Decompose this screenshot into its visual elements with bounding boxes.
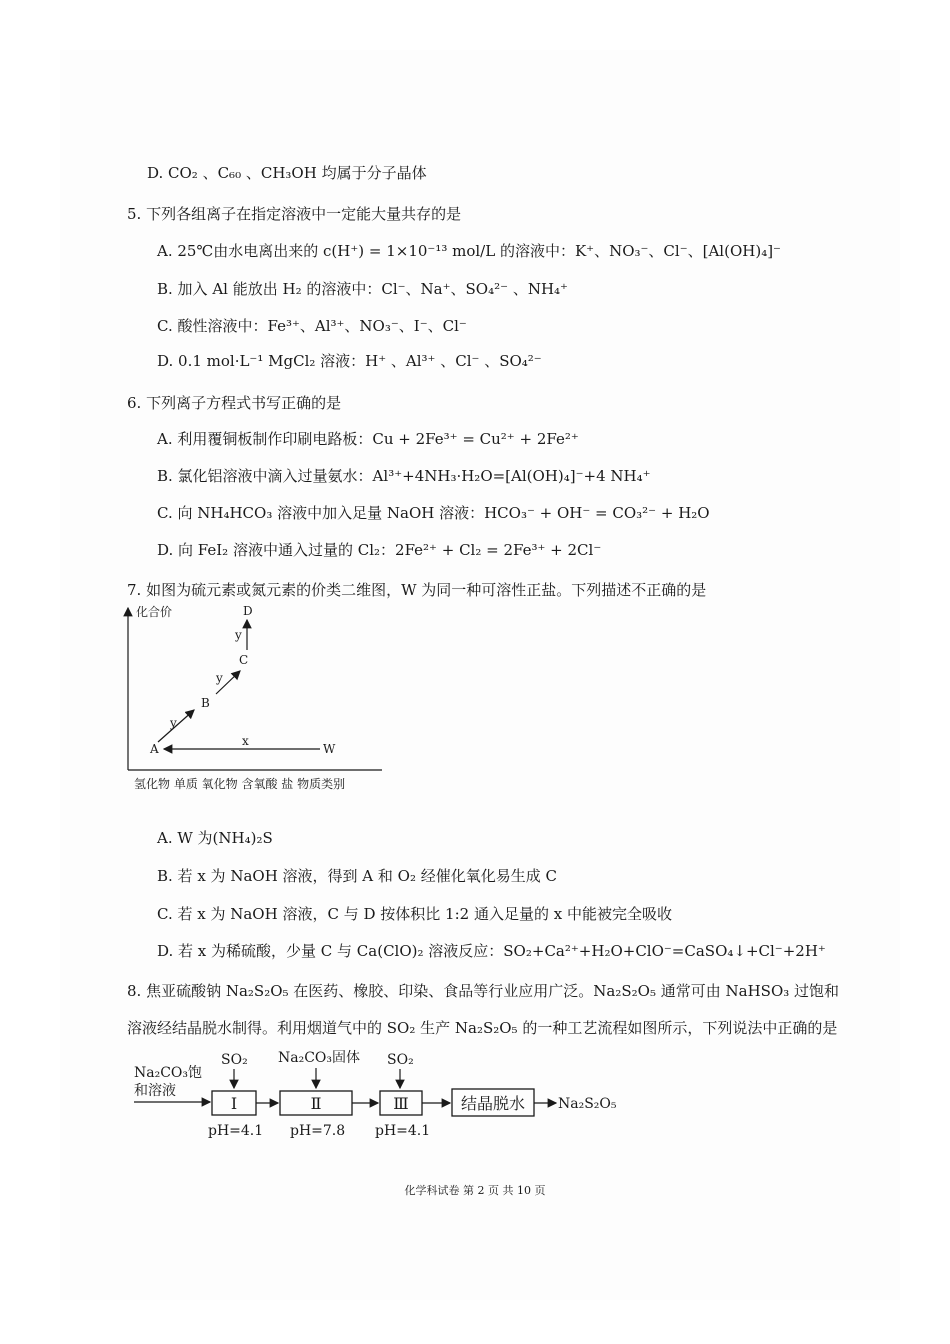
- q7-option-c: C. 若 x 为 NaOH 溶液，C 与 D 按体积比 1:2 通入足量的 x 中能被完全吸收: [157, 905, 672, 923]
- node-w: W: [323, 742, 336, 756]
- crystallize-label: 结晶脱水: [460, 1094, 526, 1113]
- step-2-label: Ⅱ: [310, 1094, 322, 1113]
- feed-label-2: 和溶液: [134, 1083, 176, 1099]
- q7-option-d: D. 若 x 为稀硫酸，少量 C 与 Ca(ClO)₂ 溶液反应：SO₂+Ca²⁺+H₂O+ClO⁻=CaSO₄↓+Cl⁻+2H⁺: [157, 942, 826, 960]
- input-na2co3-solid: Na₂CO₃固体: [278, 1050, 361, 1066]
- edge-label-wa: x: [242, 734, 249, 748]
- q4-option-d: D. CO₂ 、C₆₀ 、CH₃OH 均属于分子晶体: [147, 164, 427, 182]
- q7-option-a: A. W 为(NH₄)₂S: [157, 829, 273, 847]
- q5-option-d: D. 0.1 mol·L⁻¹ MgCl₂ 溶液：H⁺ 、Al³⁺ 、Cl⁻ 、SO₄²⁻: [157, 352, 542, 370]
- q7-stem: 7. 如图为硫元素或氮元素的价类二维图，W 为同一种可溶性正盐。下列描述不正确的是: [127, 581, 707, 599]
- ph-label-3: pH=4.1: [375, 1123, 431, 1139]
- y-axis-label: 化合价: [136, 605, 173, 619]
- input-so2-2: SO₂: [387, 1052, 414, 1068]
- q5-option-a: A. 25℃由水电离出来的 c(H⁺) = 1×10⁻¹³ mol/L 的溶液中：K⁺、NO₃⁻、Cl⁻、[Al(OH)₄]⁻: [157, 242, 781, 260]
- q8-stem-line-2: 溶液经结晶脱水制得。利用烟道气中的 SO₂ 生产 Na₂S₂O₅ 的一种工艺流程如图所示，下列说法中正确的是: [127, 1019, 838, 1037]
- product-label: Na₂S₂O₅: [558, 1096, 617, 1112]
- edge-label-cd: y: [235, 628, 242, 642]
- q8-stem-line-1: 8. 焦亚硫酸钠 Na₂S₂O₅ 在医药、橡胶、印染、食品等行业应用广泛。Na₂S₂O₅ 通常可由 NaHSO₃ 过饱和: [127, 982, 840, 1000]
- process-flow-diagram: [128, 1045, 648, 1145]
- valence-class-diagram: [120, 602, 420, 797]
- input-so2-1: SO₂: [221, 1052, 248, 1068]
- x-axis-label: 氢化物 单质 氧化物 含氧酸 盐 物质类别: [134, 777, 346, 791]
- ph-label-2: pH=7.8: [290, 1123, 346, 1139]
- edge-label-bc: y: [216, 671, 223, 685]
- node-c: C: [239, 653, 249, 667]
- node-d: D: [243, 604, 253, 618]
- q6-option-a: A. 利用覆铜板制作印刷电路板：Cu + 2Fe³⁺ = Cu²⁺ + 2Fe²⁺: [157, 430, 579, 448]
- q5-option-b: B. 加入 Al 能放出 H₂ 的溶液中：Cl⁻、Na⁺、SO₄²⁻ 、NH₄⁺: [157, 280, 568, 298]
- node-b: B: [201, 696, 210, 710]
- step-3-label: Ⅲ: [393, 1094, 409, 1113]
- q5-stem: 5. 下列各组离子在指定溶液中一定能大量共存的是: [127, 205, 462, 223]
- q6-option-c: C. 向 NH₄HCO₃ 溶液中加入足量 NaOH 溶液：HCO₃⁻ + OH⁻ = CO₃²⁻ + H₂O: [157, 504, 710, 522]
- q5-option-c: C. 酸性溶液中：Fe³⁺、Al³⁺、NO₃⁻、I⁻、Cl⁻: [157, 317, 467, 335]
- edge-label-ab: y: [170, 716, 177, 730]
- q7-option-b: B. 若 x 为 NaOH 溶液，得到 A 和 O₂ 经催化氧化易生成 C: [157, 867, 557, 885]
- q6-option-d: D. 向 FeI₂ 溶液中通入过量的 Cl₂：2Fe²⁺ + Cl₂ = 2Fe³⁺ + 2Cl⁻: [157, 541, 602, 559]
- feed-label-1: Na₂CO₃饱: [134, 1065, 203, 1081]
- page-footer: 化学科试卷 第 2 页 共 10 页: [404, 1184, 546, 1197]
- node-a: A: [150, 742, 159, 756]
- ph-label-1: pH=4.1: [208, 1123, 264, 1139]
- q6-option-b: B. 氯化铝溶液中滴入过量氨水：Al³⁺+4NH₃·H₂O=[Al(OH)₄]⁻+4 NH₄⁺: [157, 467, 651, 485]
- q6-stem: 6. 下列离子方程式书写正确的是: [127, 394, 342, 412]
- step-1-label: Ⅰ: [230, 1094, 238, 1113]
